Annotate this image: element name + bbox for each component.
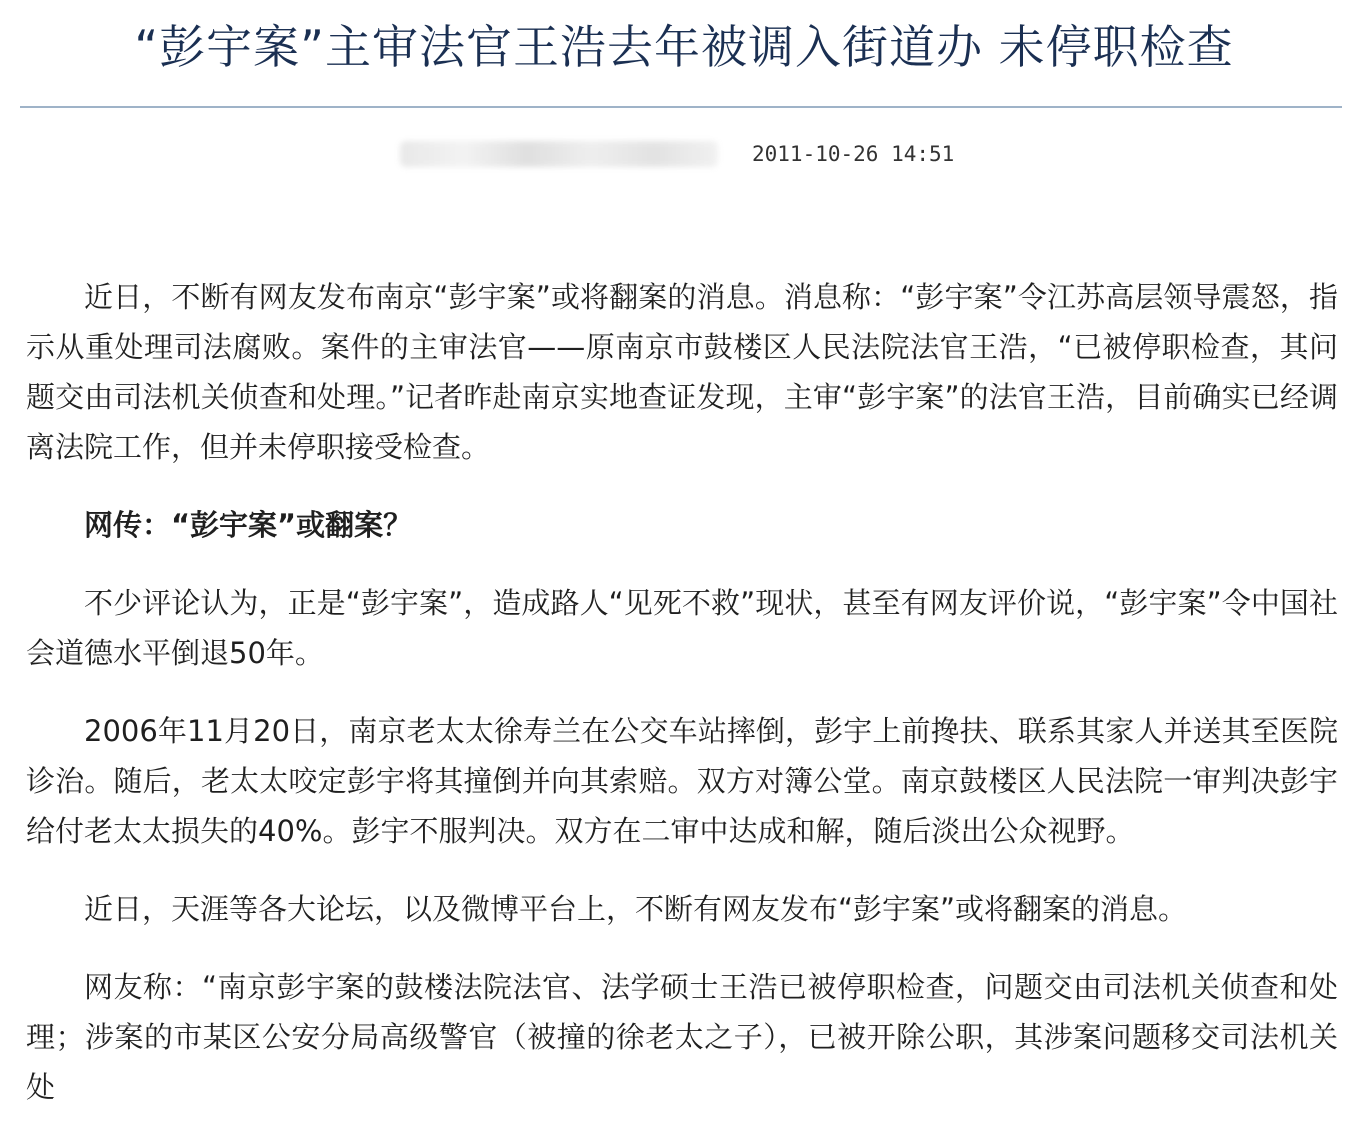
article-body [26,272,1338,1140]
paragraph-comment: 不少评论认为，正是“彭宇案”，造成路人“见死不救”现状，甚至有网友评价说，“彭宇案”令中国社会道德水平倒退50年。 [26,586,1338,670]
publish-timestamp: 2011-10-26 14:51 [752,142,955,166]
article-title: “彭宇案”主审法官王浩去年被调入街道办 未停职检查 [134,20,1234,74]
section-subhead: 网传：“彭宇案”或翻案？ [84,508,413,542]
paragraph-forums: 近日，天涯等各大论坛，以及微博平台上，不断有网友发布“彭宇案”或将翻案的消息。 [84,892,1188,926]
title-divider [20,106,1342,108]
paragraph-background: 2006年11月20日，南京老太太徐寿兰在公交车站摔倒，彭宇上前搀扶、联系其家人并送其至医院诊治。随后，老太太咬定彭宇将其撞倒并向其索赔。双方对簿公堂。南京鼓楼区人民法院一审判决彭宇给付老太太损失的40%。彭宇不服判决。双方在二审中达成和解，随后淡出公众视野。 [26,714,1338,848]
paragraph-netizen-claim: 网友称：“南京彭宇案的鼓楼法院法官、法学硕士王浩已被停职检查，问题交由司法机关侦查和处理；涉案的市某区公安分局高级警官（被撞的徐老太之子），已被开除公职，其涉案问题移交司法机关处 [26,970,1338,1104]
article-meta [400,134,954,174]
blurred-source-label [400,141,718,167]
paragraph-intro: 近日，不断有网友发布南京“彭宇案”或将翻案的消息。消息称：“彭宇案”令江苏高层领导震怒，指示从重处理司法腐败。案件的主审法官——原南京市鼓楼区人民法院法官王浩，“已被停职检查，其问题交由司法机关侦查和处理。”记者昨赴南京实地查证发现，主审“彭宇案”的法官王浩，目前确实已经调离法院工作，但并未停职接受检查。 [26,280,1338,464]
